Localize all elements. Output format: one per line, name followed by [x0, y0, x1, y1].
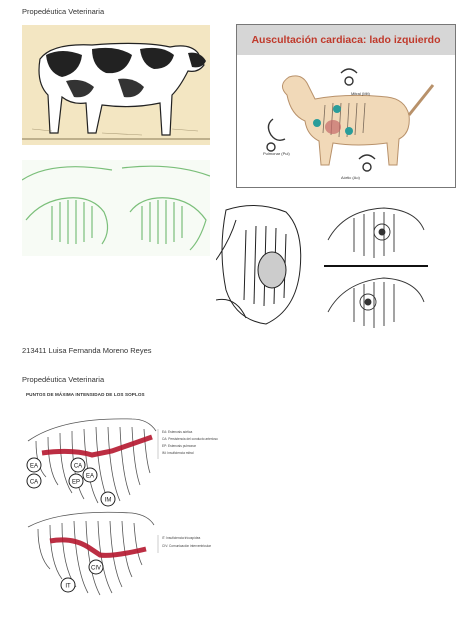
author-line: 213411 Luisa Fernanda Moreno Reyes — [22, 346, 152, 355]
cow-illustration — [22, 25, 210, 145]
figure-title-2: PUNTOS DE MÁXIMA INTENSIDAD DE LOS SOPLOS — [26, 392, 145, 397]
divider — [324, 265, 428, 267]
marker-im: IM — [104, 497, 112, 504]
page-header: Propedéutica Veterinaria — [22, 7, 105, 16]
murmur-points-figure — [22, 390, 222, 620]
marker-ca: CA — [73, 463, 83, 470]
marker-civ: CIV — [90, 565, 102, 572]
ribcage-green-sketch — [22, 160, 210, 256]
legend-it: IT: Insuficiencia tricuspídea — [162, 536, 201, 540]
marker-ep: EP — [71, 479, 81, 486]
marker-ca-left: CA — [29, 479, 39, 486]
label-aortic: Aórtic (Ao) — [341, 175, 360, 180]
thorax-sketch-top — [324, 200, 428, 262]
legend-ca: CA: Persistencia del conducto arterioso — [162, 437, 218, 441]
dog-diagram — [237, 55, 455, 187]
thorax-heart-drawing — [216, 200, 308, 328]
marker-ea-left: EA — [29, 463, 39, 470]
legend-ep: EP: Estenosis pulmonar — [162, 444, 197, 448]
marker-it: IT — [65, 583, 71, 590]
dog-auscultation-figure — [236, 24, 456, 188]
legend-civ: CIV: Comunicación interventricular — [162, 544, 211, 548]
murmur-diagram — [22, 397, 222, 619]
top-markers — [27, 458, 115, 506]
marker-ea: EA — [85, 473, 95, 480]
legend-ea: EA: Estenosis aórtica — [162, 430, 193, 434]
thorax-sketch-bottom — [324, 268, 428, 330]
figure-title: Auscultación cardiaca: lado izquierdo — [237, 25, 455, 55]
page-header-2: Propedéutica Veterinaria — [22, 375, 105, 384]
legend-im: IM: Insuficiencia mitral — [162, 451, 194, 455]
label-pulmonar: Pulmonar (Pul) — [263, 151, 290, 156]
label-mitral: Mitral (Mit) — [351, 91, 370, 96]
